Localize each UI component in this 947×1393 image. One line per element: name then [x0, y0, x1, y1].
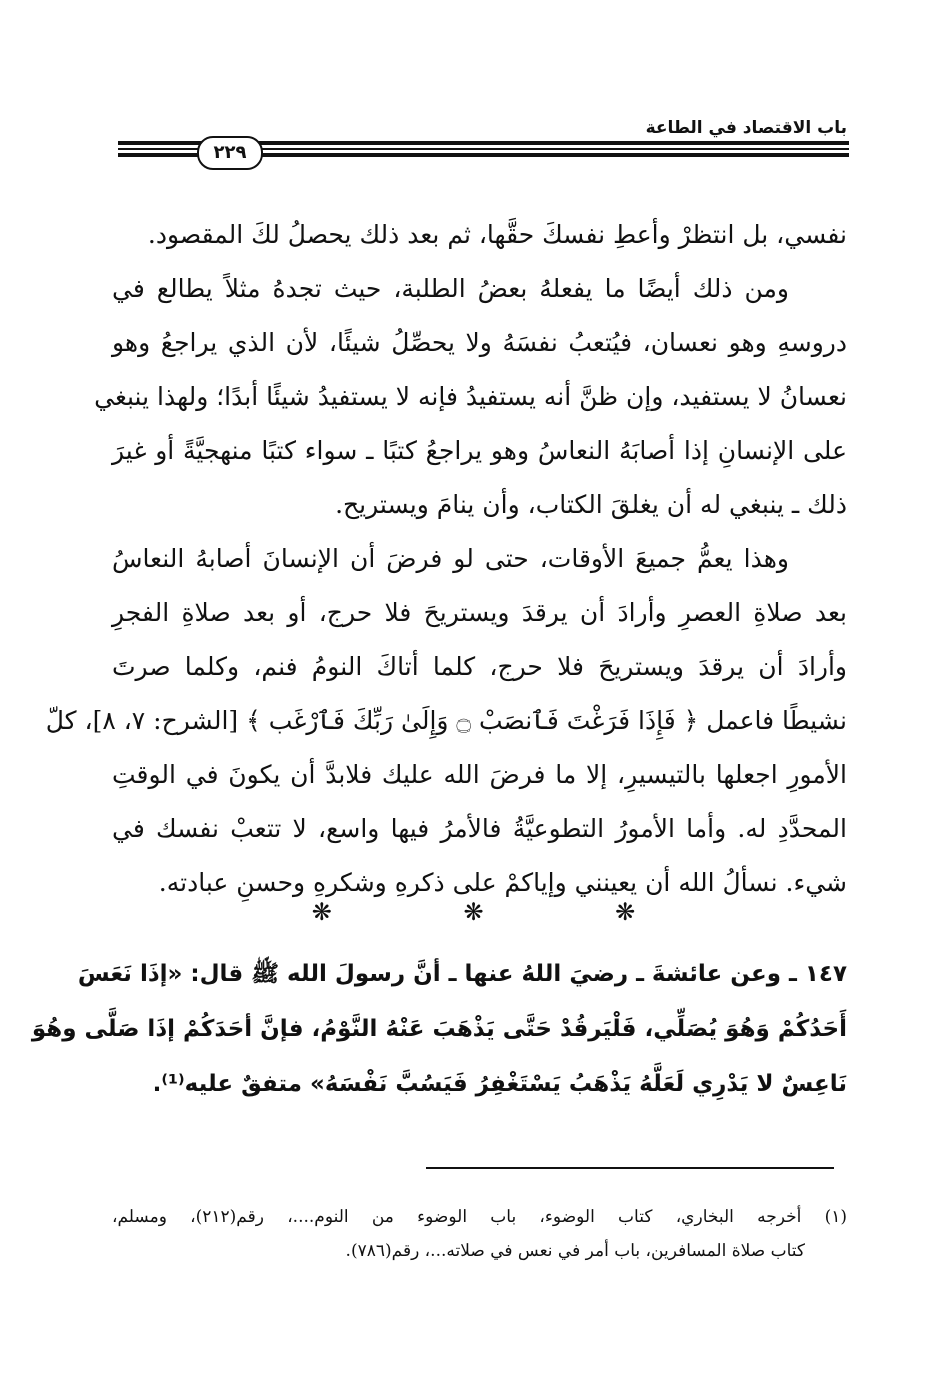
footnote-line: (١) أخرجه البخاري، كتاب الوضوء، باب الوضوء من النوم....، رقم(٢١٢)، ومسلم، — [112, 1207, 847, 1227]
body-line: وأرادَ أن يرقدَ ويستريحَ فلا حرج، كلما أتاكَ النومُ فنم، وكلما صرتَ — [112, 652, 847, 681]
body-line: دروسهِ وهو نعسان، فيُتعبُ نفسَهُ ولا يحصِّلُ شيئًا، لأن الذي يراجعُ وهو — [112, 328, 847, 357]
footnote-line: كتاب صلاة المسافرين، باب أمر في نعس في صلاته...، رقم(٧٨٦). — [345, 1241, 805, 1261]
body-line: وهذا يعمُّ جميعَ الأوقات، حتى لو فرضَ أن الإنسانَ أصابهُ النعاسُ — [112, 544, 789, 573]
body-text — [45, 208, 847, 910]
page-number: ٢٢٩ — [197, 136, 263, 170]
running-header-title: باب الاقتصاد في الطاعة — [645, 118, 847, 138]
hadith-text — [31, 947, 847, 1112]
body-line: نشيطًا فاعمل ﴿ فَإِذَا فَرَغْتَ فَٱنصَبْ ۝ وَإِلَىٰ رَبِّكَ فَٱرْغَب ﴾ [الشرح: ٧، ٨]، كلّ — [45, 706, 847, 735]
section-separator: ❋ ❋ ❋ — [311, 898, 698, 926]
footnote-rule — [426, 1167, 834, 1169]
body-line: الأمورِ اجعلها بالتيسيرِ، إلا ما فرضَ الله عليك فلابدَّ أن يكونَ في الوقتِ — [112, 760, 847, 789]
body-line: نفسي، بل انتظرْ وأعطِ نفسكَ حقَّها، ثم بعد ذلك يحصلُ لكَ المقصود. — [147, 220, 847, 249]
body-line: ومن ذلك أيضًا ما يفعلهُ بعضُ الطلبة، حيث تجدهُ مثلاً يطالع في — [112, 274, 789, 303]
body-line: على الإنسانِ إذا أصابَهُ النعاسُ وهو يراجعُ كتبًا ـ سواء كتبًا منهجيَّةً أو غيرَ — [112, 436, 847, 465]
body-line: المحدَّدِ له. وأما الأمورُ التطوعيَّةُ فالأمرُ فيها واسع، لا تتعبْ نفسك في — [112, 814, 847, 843]
body-line: بعد صلاةِ العصرِ وأرادَ أن يرقدَ ويستريحَ فلا حرج، أو بعد صلاةِ الفجرِ — [112, 598, 847, 627]
body-line: شيء. نسألُ الله أن يعينني وإياكمْ على ذكرهِ وشكرهِ وحسنِ عبادته. — [158, 868, 847, 897]
body-line: نعسانُ لا يستفيد، وإن ظنَّ أنه يستفيدُ فإنه لا يستفيدُ شيئًا أبدًا؛ ولهذا ينبغي — [94, 382, 847, 411]
hadith-line: نَاعِسٌ لا يَدْرِي لَعَلَّهُ يَذْهَبُ يَسْتَغْفِرُ فَيَسُبَّ نَفْسَهُ» متفقٌ عليه⁽¹⁾. — [152, 1071, 847, 1097]
footnotes — [112, 1200, 847, 1268]
body-line: ذلك ـ ينبغي له أن يغلقَ الكتاب، وأن ينامَ ويستريح. — [335, 490, 847, 519]
hadith-line: أَحَدُكُمْ وَهُوَ يُصَلِّي، فَلْيَرقُدْ حَتَّى يَذْهَبَ عَنْهُ النَّوْمُ، فإنَّ أحَدَكُمْ إذَا صَلَّى وهُوَ — [31, 1016, 847, 1042]
hadith-line: ١٤٧ ـ وعن عائشةَ ـ رضيَ اللهُ عنها ـ أنَّ رسولَ الله ﷺ قال: «إذَا نَعَسَ — [77, 961, 847, 987]
